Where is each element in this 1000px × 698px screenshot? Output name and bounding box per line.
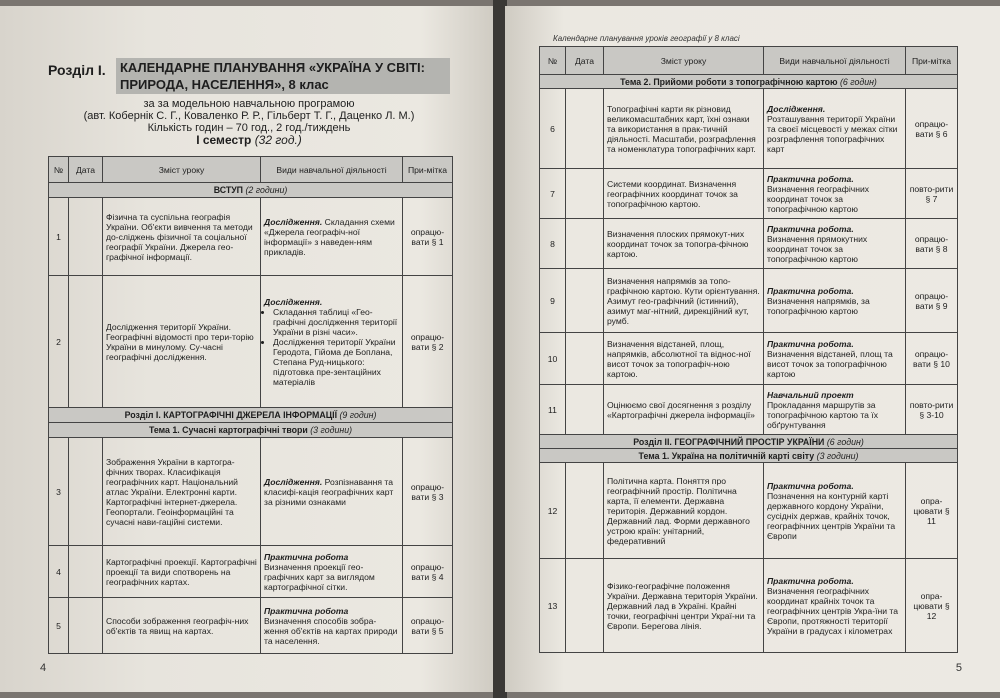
row-date: [566, 89, 604, 169]
activity-text: Складання схеми «Джерела географіч-ної інформації» з наведен-ням прикладів.: [264, 216, 395, 257]
row-num: 7: [540, 169, 566, 219]
semester-hours: (32 год.): [254, 133, 302, 147]
band-topic1: [49, 423, 453, 438]
table-header: [49, 157, 453, 183]
row-date: [566, 269, 604, 333]
row-num: 4: [49, 546, 69, 598]
row-content: Визначення відстаней, площ, напрямків, абсолютної та віднос-ної висот точок за топографіч-ною картою.: [604, 333, 764, 385]
col-num: №: [540, 47, 566, 75]
left-page: [0, 6, 495, 692]
semester-label: І семестр: [196, 133, 252, 147]
band-section2-title: Розділ ІІ. ГЕОГРАФІЧНИЙ ПРОСТІР УКРАЇНИ: [633, 436, 825, 447]
table-row: [49, 598, 453, 654]
activity-label: Дослідження.: [264, 476, 323, 487]
row-num: 11: [540, 385, 566, 435]
row-date: [566, 219, 604, 269]
row-num: 3: [49, 438, 69, 546]
band-topic1-title: Тема 1. Сучасні картографічні твори: [148, 425, 308, 435]
col-activity: Види навчальної діяльності: [764, 47, 906, 75]
row-date: [566, 385, 604, 435]
row-note: опрацю-вати § 4: [403, 546, 453, 598]
row-activity: [764, 269, 906, 333]
activity-text: Визначення географічних координат крайніх точок та географічних центрів Укра-їни та Європи, протяжності території України в градусах і кілометрах: [767, 585, 899, 636]
activity-text: Визначення проекції гео-графічних карт за виглядом картографічної сітки.: [264, 561, 375, 592]
activity-label: Практична робота: [264, 605, 349, 616]
col-num: №: [49, 157, 69, 183]
band-section2-hours: (6 годин): [826, 436, 864, 447]
band-topic1-hours: (3 години): [310, 425, 353, 435]
row-content: Фізична та суспільна географія України. Об'єкти вивчення та методи до-сліджень фізичної та соціальної географії України. Джерела гео-графічної інформації.: [103, 198, 261, 276]
activity-label: Практична робота.: [767, 285, 854, 296]
activity-label: Практична робота: [264, 551, 349, 562]
activity-text: Визначення прямокутних координат точок за топографічною картою: [767, 233, 868, 264]
row-note: опрацю-вати § 3: [403, 438, 453, 546]
right-page: [505, 6, 1000, 692]
activity-label: Практична робота.: [767, 223, 854, 234]
table-row: [540, 559, 958, 653]
row-note: опрацю-вати § 8: [906, 219, 958, 269]
page-number-left: 4: [40, 662, 47, 674]
row-activity: [764, 219, 906, 269]
band-intro-hours: (2 години): [245, 185, 288, 195]
row-date: [566, 559, 604, 653]
activity-text: Визначення способів зобра-ження об'єктів на картах природи та населення.: [264, 615, 398, 646]
row-activity: [764, 169, 906, 219]
activity-label: Дослідження.: [767, 103, 826, 114]
activity-text: Позначення на контурній карті державного кордону України, сусідніх держав, крайніх точок, географічних центрів України та Європи: [767, 490, 896, 541]
row-content: Визначення напрямків за топо-графічною картою. Кути орієнтування. Азимут гео-графічний (істинний), азимут маг-нітний, дирекційний кут, румб.: [604, 269, 764, 333]
activity-label: Практична робота.: [767, 338, 854, 349]
row-content: Дослідження території України. Географічні відомості про тери-торію України в минулому. Су-часні географічні дослідження.: [103, 276, 261, 408]
row-content: Системи координат. Визначення географічних координат точок за топографічною картою.: [604, 169, 764, 219]
row-note: опра-цювати § 12: [906, 559, 958, 653]
activity-item: • Дослідження території України Геродота, Гійома де Боплана, Степана Руд-ницького: підготовка пре-зентаційних матеріалів: [273, 337, 399, 387]
row-content: Картографічні проекції. Картографічні проекції та види спотворень на географічних картах.: [103, 546, 261, 598]
program-line1: за за модельною навчальною програмою: [143, 98, 355, 110]
row-note: опрацю-вати § 9: [906, 269, 958, 333]
program-line2: (авт. Кобернік С. Г., Коваленко Р. Р., Гільберт Т. Г., Даценко Л. М.): [83, 110, 415, 122]
lesson-table-right: [539, 46, 958, 653]
band-topic1-right: [540, 449, 958, 463]
activity-label: Дослідження.: [264, 296, 323, 307]
row-note: опрацю-вати § 5: [403, 598, 453, 654]
row-num: 9: [540, 269, 566, 333]
table-row: [540, 169, 958, 219]
row-content: Зображення України в картогра-фічних творах. Класифікація географічних карт. Національний атлас України. Електронні карти. Картографічні інтернет-джерела. Геопортали. Геоінформаційні та сучасні нави-гаційні системи.: [103, 438, 261, 546]
table-row: [49, 546, 453, 598]
row-date: [69, 546, 103, 598]
row-activity: [261, 598, 403, 654]
table-row: [540, 385, 958, 435]
activity-text: Визначення напрямків, за топографічною картою: [767, 295, 870, 316]
row-note: опрацю-вати § 6: [906, 89, 958, 169]
row-content: Оцінюємо свої досягнення з розділу «Картографічні джерела інформації»: [604, 385, 764, 435]
table-row: [49, 198, 453, 276]
row-activity: [764, 463, 906, 559]
row-date: [69, 198, 103, 276]
activity-text: Розпізнавання та класифі-кація географічних карт за різними ознаками: [264, 476, 394, 507]
row-content: Політична карта. Поняття про географічний простір. Політична карта, її елементи. Державна територія. Державний кордон. Державний лад. Форми державного устрою країн: унітарний, федеративний: [604, 463, 764, 559]
row-activity: [261, 276, 403, 408]
row-num: 13: [540, 559, 566, 653]
row-note: повто-рити § 7: [906, 169, 958, 219]
row-num: 12: [540, 463, 566, 559]
activity-text: Розташування території України та своєї місцевості у межах сітки розграфлення топографічних карт: [767, 113, 898, 154]
activity-label: Практична робота.: [767, 173, 854, 184]
row-date: [69, 276, 103, 408]
row-content: Способи зображення географіч-них об'єктів та явищ на картах.: [103, 598, 261, 654]
row-content: Визначення плоских прямокут-них координат точок за топогра-фічною картою.: [604, 219, 764, 269]
row-note: повто-рити § 3-10: [906, 385, 958, 435]
table-header: [540, 47, 958, 75]
running-header: Календарне планування уроків географії у 8 класі: [553, 34, 740, 43]
hours-line: Кількість годин – 70 год., 2 год./тиждень: [147, 122, 351, 134]
col-date: Дата: [566, 47, 604, 75]
band-section1: [49, 408, 453, 423]
row-date: [69, 598, 103, 654]
lesson-table-left: [48, 156, 453, 654]
band-section1-title: Розділ І. КАРТОГРАФІЧНІ ДЖЕРЕЛА ІНФОРМАЦІЇ: [124, 410, 337, 420]
row-num: 8: [540, 219, 566, 269]
table-row: [49, 438, 453, 546]
row-num: 5: [49, 598, 69, 654]
band-section2: [540, 435, 958, 449]
band-intro-title: ВСТУП: [213, 185, 244, 195]
row-activity: [764, 559, 906, 653]
activity-text: Прокладання маршрутів за топографічною картою та їх обґрунтування: [767, 399, 879, 430]
activity-label: Дослідження.: [264, 216, 323, 227]
row-activity: [261, 438, 403, 546]
activity-label: Навчальний проект: [767, 389, 854, 400]
row-num: 10: [540, 333, 566, 385]
row-num: 6: [540, 89, 566, 169]
band-topic2: [540, 75, 958, 89]
table-row: [540, 219, 958, 269]
page-title: КАЛЕНДАРНЕ ПЛАНУВАННЯ «УКРАЇНА У СВІТІ: ПРИРОДА, НАСЕЛЕННЯ», 8 клас: [116, 58, 450, 94]
row-activity: [764, 333, 906, 385]
row-content: Топографічні карти як різновид великомасштабних карт, їхні ознаки та використання в прак-тичній діяльності. Масштаби, розграфлення та номенклатура топографічних карт.: [604, 89, 764, 169]
col-activity: Види навчальної діяльності: [261, 157, 403, 183]
row-note: опрацю-вати § 10: [906, 333, 958, 385]
row-activity: [764, 89, 906, 169]
table-row: [540, 89, 958, 169]
row-activity: [261, 198, 403, 276]
row-note: опра-цювати § 11: [906, 463, 958, 559]
row-content: Фізико-географічне положення України. Державна територія України. Державний лад в Україні. Крайні точки, географічні центри Украї-ни та Європи. Берегова лінія.: [604, 559, 764, 653]
activity-text: Визначення географічних координат точок за топографічною картою: [767, 183, 870, 214]
col-content: Зміст уроку: [604, 47, 764, 75]
program-info: [48, 98, 450, 146]
band-topic2-title: Тема 2. Прийоми роботи з топографічною картою: [620, 76, 838, 87]
col-date: Дата: [69, 157, 103, 183]
activity-item: • Складання таблиці «Гео-графічні дослідження території України в різні часи».: [273, 307, 399, 337]
table-row: [540, 333, 958, 385]
row-num: 1: [49, 198, 69, 276]
row-activity: [261, 546, 403, 598]
page-number-right: 5: [955, 662, 962, 674]
table-row: [540, 269, 958, 333]
row-date: [566, 333, 604, 385]
row-date: [566, 169, 604, 219]
table-row: [540, 463, 958, 559]
row-note: опрацю-вати § 1: [403, 198, 453, 276]
row-note: опрацю-вати § 2: [403, 276, 453, 408]
band-section1-hours: (9 годин): [339, 410, 377, 420]
band-topic1-right-hours: (3 години): [816, 450, 859, 461]
row-activity: [764, 385, 906, 435]
table-row: [49, 276, 453, 408]
section-label: Розділ І.: [48, 62, 106, 78]
band-intro: [49, 183, 453, 198]
activity-label: Практична робота.: [767, 575, 854, 586]
row-date: [69, 438, 103, 546]
col-note: При-мітка: [906, 47, 958, 75]
col-note: При-мітка: [403, 157, 453, 183]
band-topic1-right-title: Тема 1. Україна на політичній карті світу: [638, 450, 815, 461]
activity-label: Практична робота.: [767, 480, 854, 491]
row-num: 2: [49, 276, 69, 408]
activity-text: Визначення відстаней, площ та висот точок за топографічною картою: [767, 348, 893, 379]
semester-heading: [48, 134, 450, 146]
row-date: [566, 463, 604, 559]
activity-list: [264, 307, 399, 387]
band-topic2-hours: (6 годин): [839, 76, 877, 87]
col-content: Зміст уроку: [103, 157, 261, 183]
